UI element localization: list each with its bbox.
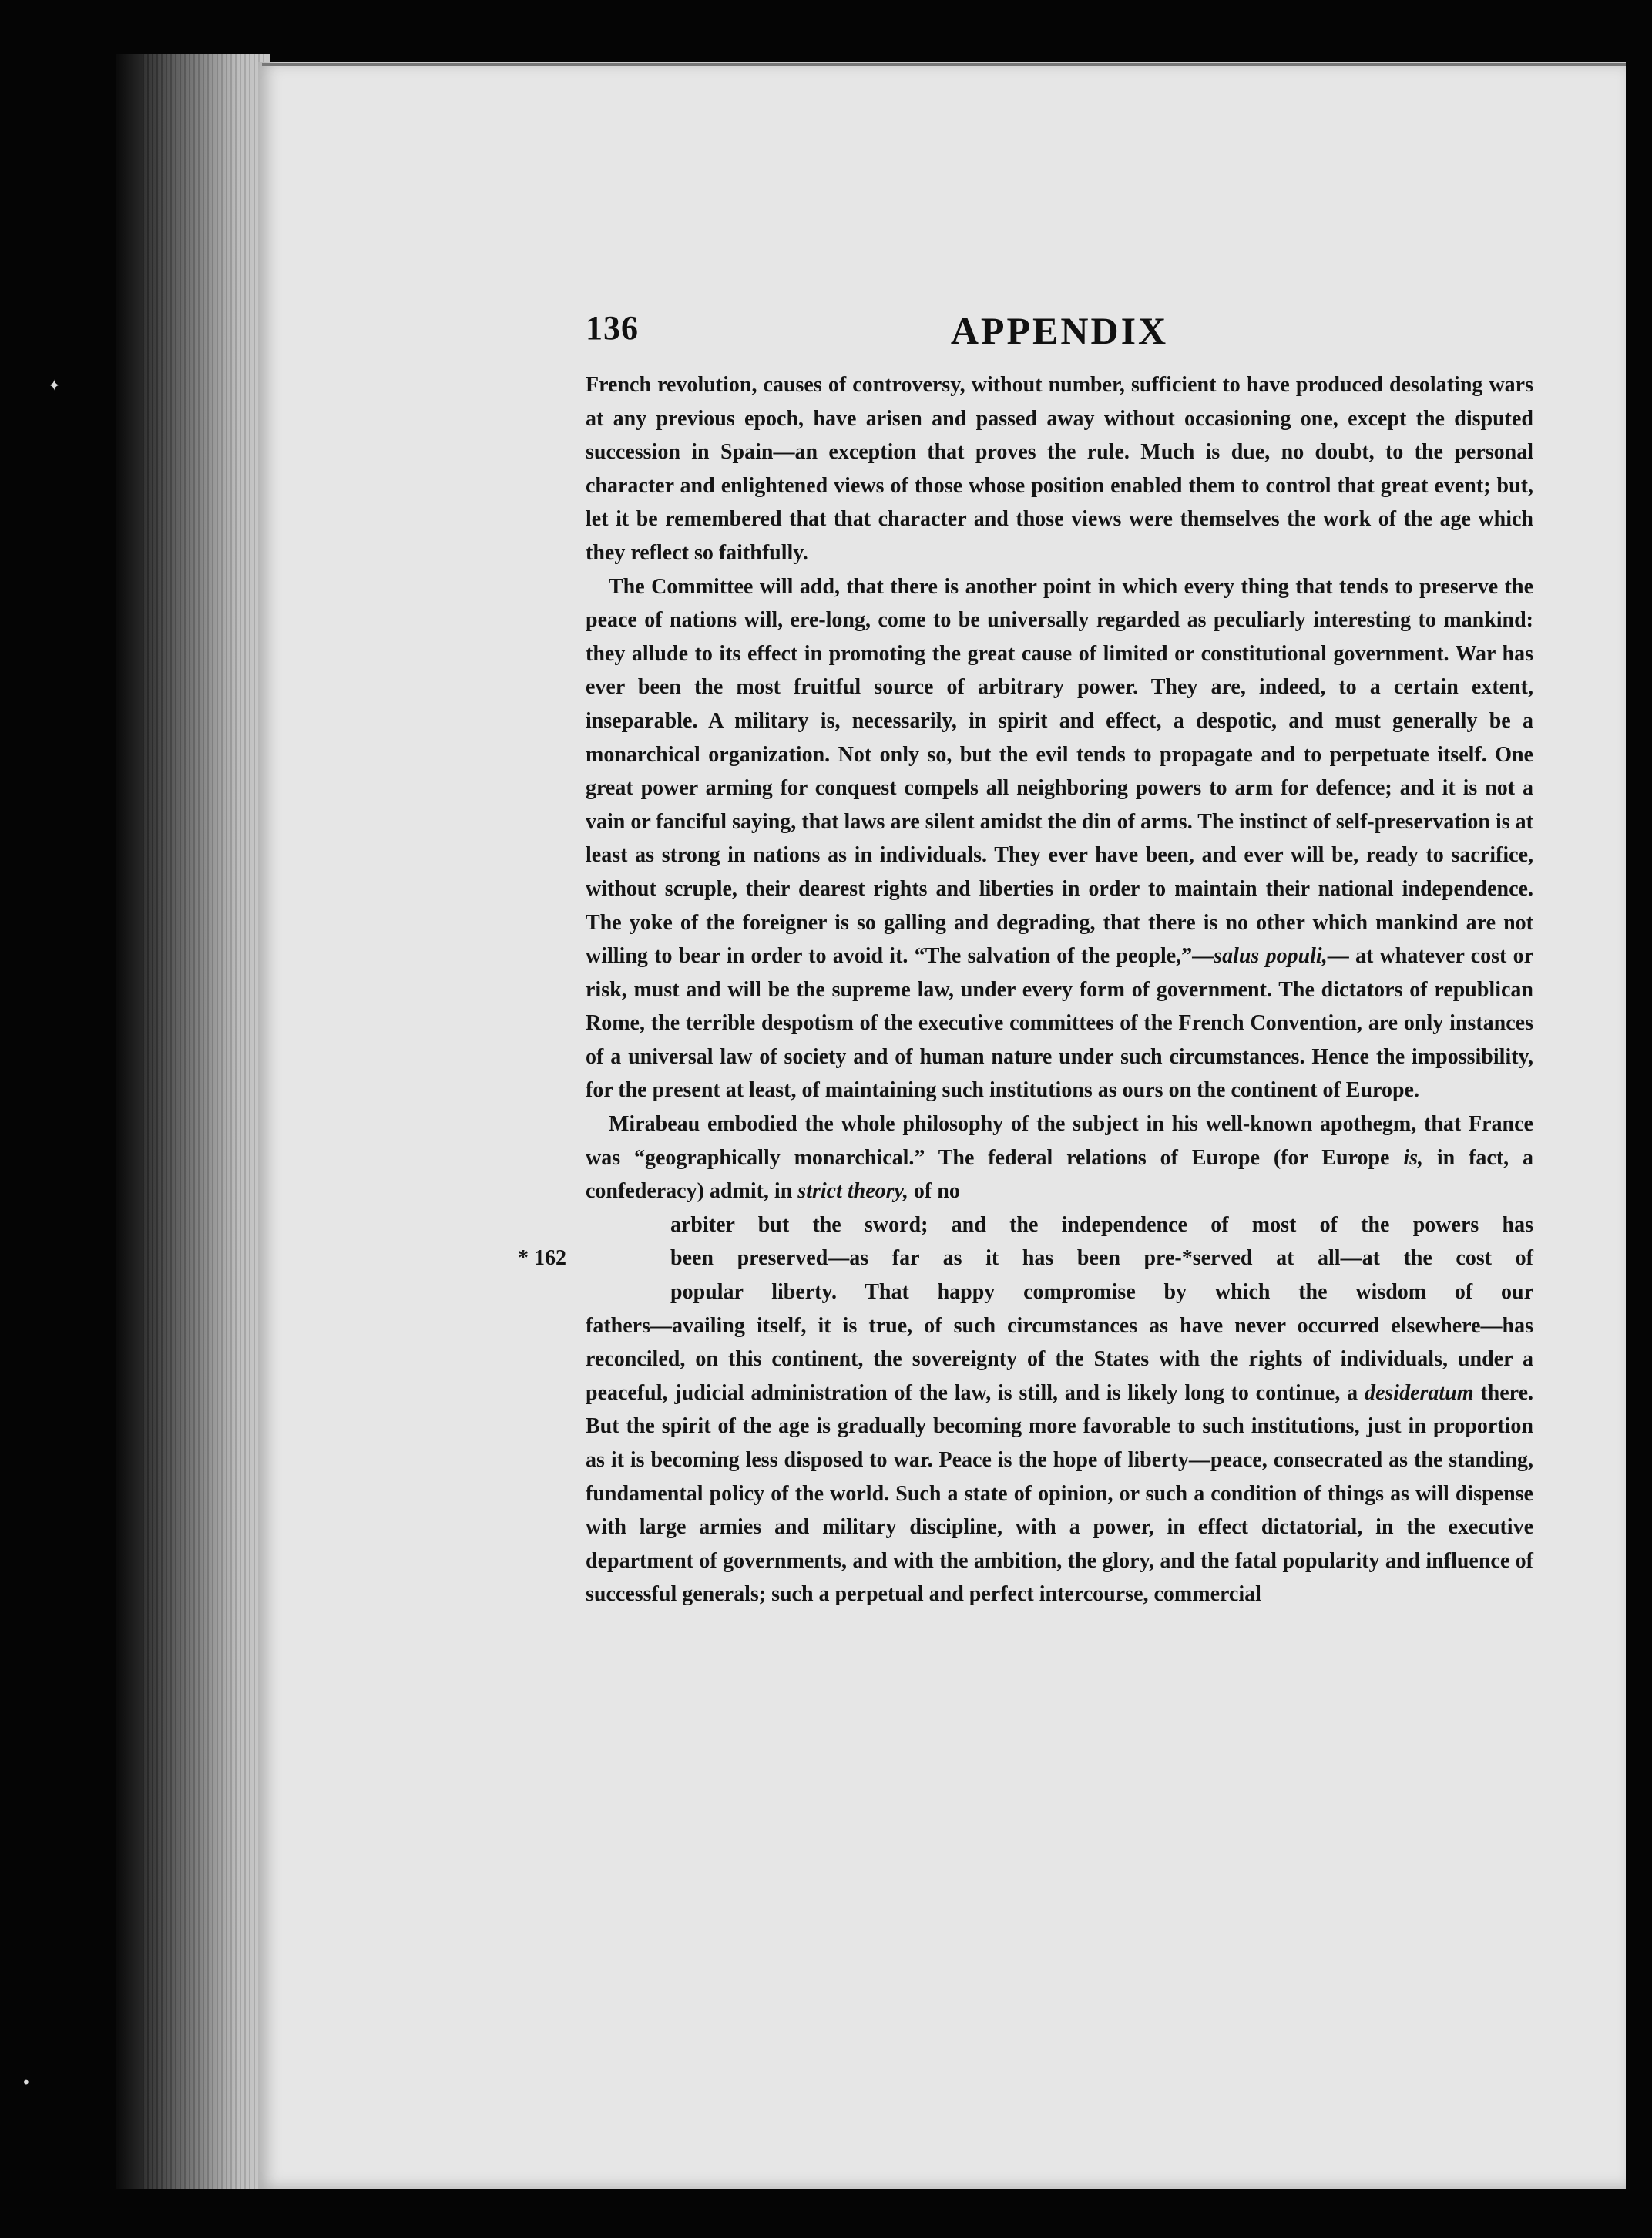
paragraph-text: The Committee will add, that there is another point in which every thing that tends to preserve the peace of nations will, ere-long, come to be universally regarded as peculiarly interesting to mankind: they allude to its effect in promoting the great cause of limited or constitutional government. War has ever been the most fruitful source of arbitrary power. They are, indeed, to a certain extent, inseparable. A military is, necessarily, in spirit and effect, a despotic, and must generally be a monarchical organization. Not only so, but the evil tends to propagate and to perpetuate itself. One great power arming for conquest compels all neighboring powers to arm for defence; and it is not a vain or fanciful saying, that laws are silent amidst the din of arms. The instinct of self-preservation is at least as strong in nations as in individuals. They ever have been, and ever will be, ready to sacrifice, without scruple, their dearest rights and liberties in order to maintain their national independence. The yoke of the foreigner is so galling and degrading, that there is no other which mankind are not willing to bear in order to avoid it. xyxy=(586,574,1533,969)
emphasis: strict theory, xyxy=(797,1179,908,1204)
paragraph xyxy=(586,570,1533,1108)
paragraph-text: there. But the spirit of the age is gradually becoming more favorable to such institutions, just in proportion as it is becoming less disposed to war. Peace is the hope of liberty—peace, consecrated as the standing, fundamental policy of the world. Such a state of opinion, or such a condition of things as will dispense with large armies and military discipline, with a power, in effect dictatorial, in the executive department of governments, and with the ambition, the glory, and the fatal popularity and influence of successful generals; such a perpetual and perfect intercourse, commercial xyxy=(586,1380,1534,1607)
paragraph-text: French revolution, causes of controversy, without number, sufficient to have produced desolating wars at any previous epoch, have arisen and passed away without occasioning one, except the disputed succession in Spain—an exception that proves the rule. Much is due, no doubt, to the personal character and enlightened views of those whose position enabled them to control that great event; but, let it be remembered that that character and those views were themselves the work of the age which they reflect so faithfully. xyxy=(586,373,1533,565)
margin-page-reference: * 162 xyxy=(518,1246,566,1271)
paragraph-text: — at whatever cost or risk, must and will be the supreme law, under every form of government. The dictators of republican Rome, the terrible despotism of the executive committees of the French Convention, are only instances of a universal law of society and of human nature under such circumstances. Hence the impossibility, for the present at least, of maintaining such institutions as ours on the continent of Europe. xyxy=(586,944,1534,1103)
emphasis: is, xyxy=(1403,1145,1423,1170)
indented-line: popular liberty. That happy compromise by which the wisdom of our xyxy=(670,1280,1533,1305)
indented-passage xyxy=(518,1208,1533,1309)
page-number: 136 xyxy=(586,309,639,347)
book-page-edge-texture xyxy=(143,54,266,2189)
indented-line: arbiter but the sword; and the independence of most of the powers has xyxy=(670,1212,1533,1237)
body-text xyxy=(518,368,1534,1611)
quotation: “The salvation of the people,”— xyxy=(914,944,1214,969)
margin-speck-mark: • xyxy=(22,2073,31,2092)
paragraph xyxy=(586,1309,1533,1611)
page-header xyxy=(586,308,1533,362)
margin-speck-mark: ✦ xyxy=(48,376,61,395)
paragraph-text: in fact, a confederacy) admit, in xyxy=(586,1145,1533,1204)
paragraph xyxy=(586,1107,1533,1208)
emphasis: desideratum xyxy=(1364,1380,1474,1405)
latin-phrase: salus populi, xyxy=(1214,944,1328,969)
paragraph-text: of no xyxy=(913,1179,960,1204)
page-top-edge xyxy=(262,63,1626,66)
paragraph xyxy=(586,368,1533,570)
paragraph-text: Mirabeau embodied the whole philosophy of the subject in his well-known apothegm, that France was “geographically monarchical.” The federal relations of Europe (for Europe xyxy=(586,1112,1533,1170)
paragraph-text: fathers—availing itself, it is true, of such circumstances as have never occurred elsewhere—has reconciled, on this continent, the sovereignty of the States with the rights of individuals, under a peaceful, judicial administration of the law, is still, and is likely long to continue, a xyxy=(586,1313,1533,1405)
indented-line: been preserved—as far as it has been pre-*served at all—at the cost of xyxy=(670,1246,1533,1271)
running-head: APPENDIX xyxy=(950,309,1169,352)
